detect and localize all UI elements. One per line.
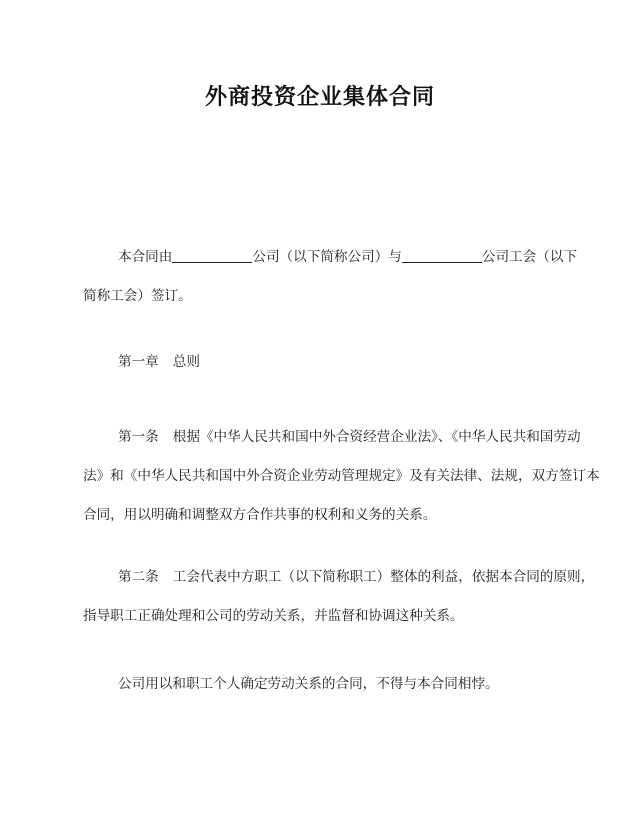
- chapter-name: 总则: [172, 354, 200, 370]
- article-1-line-1: [83, 418, 581, 457]
- intro-paragraph: [83, 238, 578, 316]
- chapter-heading-line: [83, 343, 561, 382]
- article-2-line-1: [83, 558, 595, 597]
- document-title: 外商投资企业集体合同: [204, 85, 435, 110]
- intro-text-a: 本合同由: [118, 249, 173, 265]
- article-2-number: 第二条: [118, 569, 159, 585]
- article-1: [83, 418, 600, 535]
- chapter-number: 第一章: [118, 354, 159, 370]
- company-name-blank: [172, 248, 252, 263]
- article-2: [83, 558, 595, 636]
- article-1-text-1: 根据《中华人民共和国中外合资经营企业法》、《中华人民共和国劳动: [172, 429, 581, 445]
- intro-line-1: [83, 238, 578, 277]
- article-1-line-3: 合同，用以明确和调整双方合作共事的权利和义务的关系。: [83, 507, 437, 523]
- article-2-text-1: 工会代表中方职工（以下简称职工）整体的利益，依据本合同的原则，: [172, 569, 595, 585]
- intro-line-2: 简称工会）签订。: [83, 288, 192, 304]
- article-2-line-2: 指导职工正确处理和公司的劳动关系，并监督和协调这种关系。: [83, 608, 464, 624]
- article-1-number: 第一条: [118, 429, 159, 445]
- union-company-name-blank: [402, 248, 482, 263]
- clause-paragraph: [83, 665, 561, 704]
- intro-text-c: 公司工会（以下: [481, 249, 578, 265]
- article-1-line-2: 法》和《中华人民共和国中外合资企业劳动管理规定》及有关法律、法规，双方签订本: [83, 468, 600, 484]
- chapter-heading: [83, 343, 561, 382]
- clause-line-1: 公司用以和职工个人确定劳动关系的合同，不得与本合同相悖。: [118, 676, 499, 692]
- intro-text-b: 公司（以下简称公司）与: [252, 249, 402, 265]
